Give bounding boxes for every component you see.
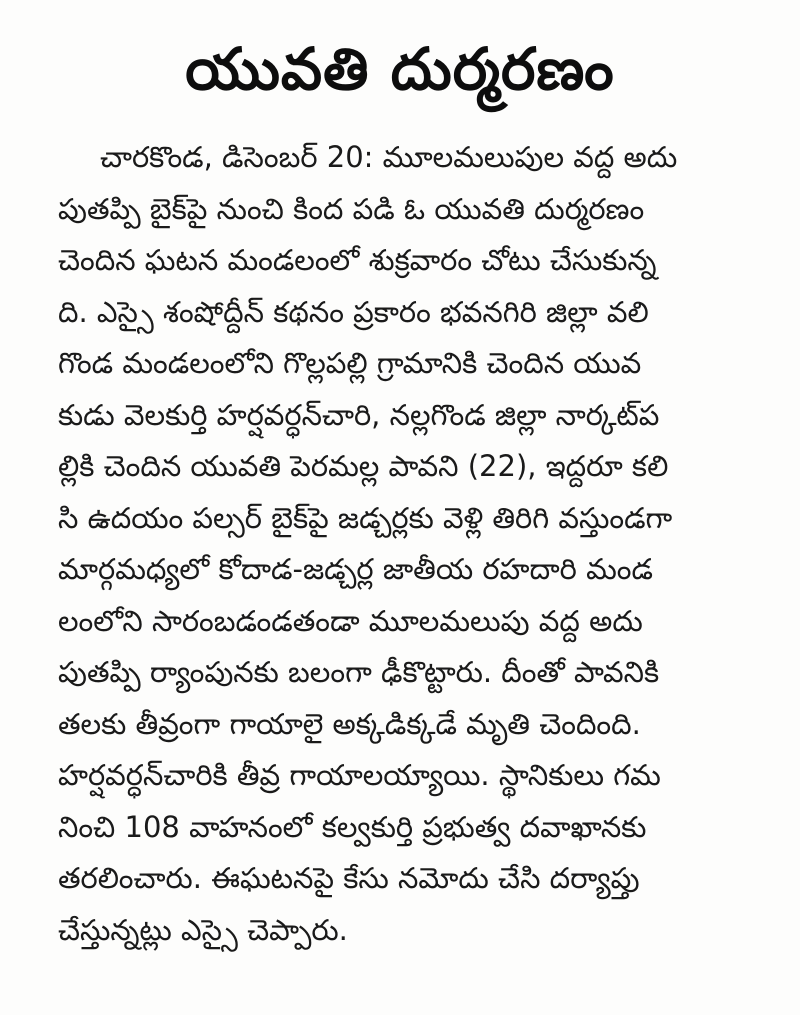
article-body xyxy=(58,132,774,956)
article-line-11: పుతప్పి ర్యాంపునకు బలంగా ఢీకొట్టారు. దీంతో పావనికి xyxy=(58,655,660,689)
article-line-9: మార్గమధ్యలో కోదాడ-జడ్చర్ల జాతీయ రహదారి మండ xyxy=(58,552,653,586)
article-line-2: పుతప్పి బైక్‌పై నుంచి కింద పడి ఓ యువతి దుర్మరణం xyxy=(58,191,645,226)
article-line-15: తరలించారు. ఈఘటనపై కేసు నమోదు చేసి దర్యాప్తు xyxy=(58,861,640,895)
article-line-7: ల్లికి చెందిన యువతి పెరమల్ల పావని (22), ఇద్దరూ కలి xyxy=(58,449,669,483)
article-line-4: ది. ఎస్సై శంషోద్దీన్ కథనం ప్రకారం భవనగిరి జిల్లా వలి xyxy=(58,294,649,329)
article-line-3: చెందిన ఘటన మండలంలో శుక్రవారం చోటు చేసుకున్న xyxy=(58,243,657,277)
article-line-12: తలకు తీవ్రంగా గాయాలై అక్కడిక్కడే మృతి చెందింది. xyxy=(58,706,641,741)
article-line-6: కుడు వెలకుర్తి హర్షవర్ధన్‌చారి, నల్లగొండ జిల్లా నార్కట్‌ప xyxy=(58,397,660,432)
article-line-13: హర్షవర్ధన్‌చారికి తీవ్ర గాయాలయ్యాయి. స్థానికులు గమ xyxy=(58,758,661,792)
article-line-14: నించి 108 వాహనంలో కల్వకుర్తి ప్రభుత్వ దవాఖానకు xyxy=(58,809,647,844)
article-line-10: లంలోని సారంబడండతండా మూలమలుపు వద్ద అదు xyxy=(58,603,643,638)
headline: యువతి దుర్మరణం xyxy=(185,35,615,103)
article-line-8: సి ఉదయం పల్సర్ బైక్‌పై జడ్చర్లకు వెళ్లి తిరిగి వస్తుండగా xyxy=(58,500,673,535)
article-line-5: గొండ మండలంలోని గొల్లపల్లి గ్రామానికి చెందిన యువ xyxy=(58,346,642,380)
article-line-16: చేస్తున్నట్లు ఎస్సై చెప్పారు. xyxy=(58,912,348,947)
article-line-1: చారకొండ, డిసెంబర్ 20: మూలమలుపుల వద్ద అదు xyxy=(100,140,678,174)
